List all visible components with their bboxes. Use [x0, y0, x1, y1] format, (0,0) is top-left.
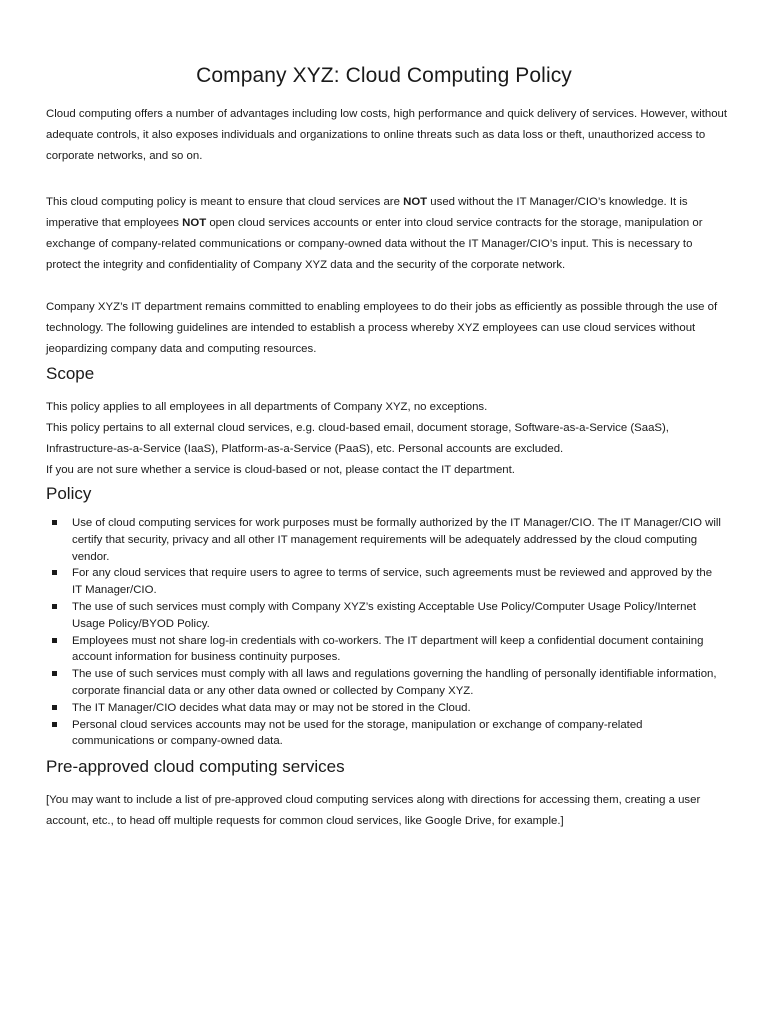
bullet-icon — [52, 671, 57, 676]
scope-line-2: This policy pertains to all external cloud services, e.g. cloud-based email, document storage, Software-as-a-Service (SaaS), Infrastructure-as-a-Service (IaaS), Platform-as-a-Service (PaaS), etc. Personal accounts are excluded. — [46, 422, 669, 455]
scope-line-1: This policy applies to all employees in all departments of Company XYZ, no exceptions. — [46, 401, 488, 413]
policy-heading: Policy — [46, 484, 92, 503]
policy-item-text: The use of such services must comply with Company XYZ’s existing Acceptable Use Policy/Computer Usage Policy/Internet Usage Policy/BYOD Policy. — [72, 600, 697, 630]
policy-list-item — [46, 599, 724, 633]
policy-item-text: Personal cloud services accounts may not be used for the storage, manipulation or exchange of company-related communications or company-owned data. — [72, 718, 643, 748]
policy-list-item — [46, 666, 724, 700]
policy-list-item — [46, 515, 724, 565]
bullet-icon — [52, 705, 57, 710]
policy-item-text: For any cloud services that require users to agree to terms of service, such agreements must be reviewed and approved by the IT Manager/CIO. — [72, 567, 713, 597]
intro-p2-not-2: NOT — [182, 217, 207, 229]
policy-item-text: The use of such services must comply with all laws and regulations governing the handling of personally identifiable information, corporate financial data or any other data owned or collected by Company XYZ. — [72, 668, 717, 697]
bullet-icon — [52, 570, 57, 575]
policy-item-text: Use of cloud computing services for work purposes must be formally authorized by the IT Manager/CIO. The IT Manager/CIO will certify that security, privacy and all other IT management requirements will be adequately addressed by the cloud computing vendor. — [72, 517, 721, 563]
scope-line-3: If you are not sure whether a service is cloud-based or not, please contact the IT department. — [46, 464, 515, 476]
intro-paragraph-3-text: Company XYZ’s IT department remains committed to enabling employees to do their jobs as efficiently as possible through the use of technology. The following guidelines are intended to establish a process whereby XYZ employees can use cloud services without jeopardizing company data and computing resources. — [46, 301, 718, 355]
intro-p2-part-a: This cloud computing policy is meant to ensure that cloud services are — [46, 196, 404, 208]
intro-p2-part-c: used without the IT Manager/CIO’s knowledge. It is imperative that employees — [46, 196, 688, 229]
policy-item-text: Employees must not share log-in credentials with co-workers. The IT department will keep a confidential document containing account information for business continuity purposes. — [72, 634, 704, 664]
intro-paragraph-3 — [46, 297, 728, 360]
policy-list — [46, 515, 724, 750]
bullet-icon — [52, 638, 57, 643]
policy-list-item — [46, 717, 724, 751]
intro-p2-not-1: NOT — [403, 196, 428, 208]
bullet-icon — [52, 604, 57, 609]
bullet-icon — [52, 520, 57, 525]
preapproved-heading: Pre-approved cloud computing services — [46, 757, 345, 776]
scope-section — [46, 397, 728, 481]
policy-list-item — [46, 633, 724, 667]
intro-paragraph-1-text: Cloud computing offers a number of advantages including low costs, high performance and quick delivery of services. However, without adequate controls, it also exposes individuals and organizations to online threats such as data loss or theft, unauthorized access to corporate networks, and so on. — [46, 108, 728, 162]
policy-list-item — [46, 565, 724, 599]
scope-heading: Scope — [46, 364, 95, 383]
policy-list-item — [46, 700, 724, 717]
page-title: Company XYZ: Cloud Computing Policy — [196, 64, 572, 87]
intro-paragraph-2-text — [46, 192, 728, 276]
intro-paragraph-2 — [46, 192, 728, 276]
intro-p2-part-e: open cloud services accounts or enter into cloud service contracts for the storage, manipulation or exchange of company-related communications or company-owned data without the IT Manager/CIO’s input. This is necessary to protect the integrity and confidentiality of Company XYZ data and the security of the corporate network. — [46, 217, 703, 271]
preapproved-section — [46, 790, 728, 832]
intro-paragraph-1 — [46, 104, 728, 167]
policy-item-text: The IT Manager/CIO decides what data may or may not be stored in the Cloud. — [72, 701, 471, 714]
preapproved-text: [You may want to include a list of pre-approved cloud computing services along with directions for accessing them, creating a user account, etc., to head off multiple requests for common cloud services, like Google Drive, for example.] — [46, 794, 701, 827]
bullet-icon — [52, 722, 57, 727]
